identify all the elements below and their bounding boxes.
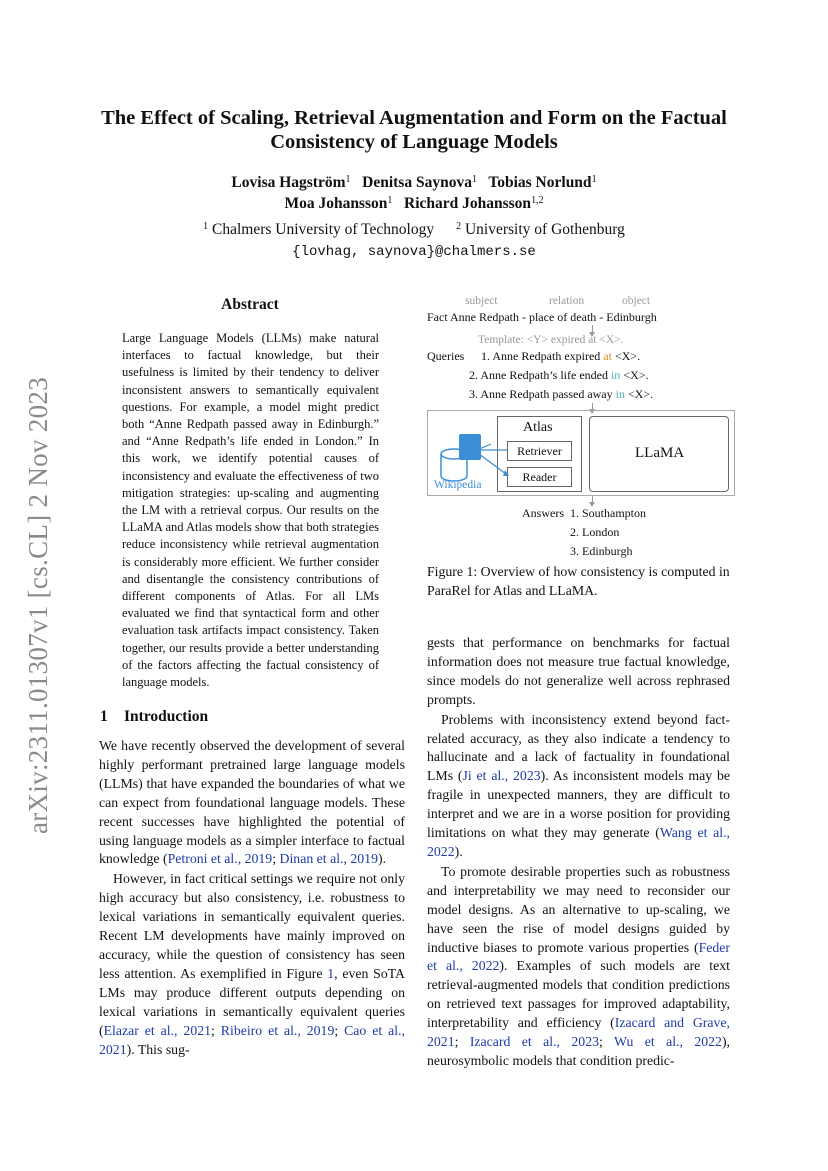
figure-ref-link[interactable]: 1 <box>327 965 335 981</box>
answer-3: 3. Edinburgh <box>570 544 633 558</box>
retriever-box <box>507 441 572 461</box>
query-2: 2. Anne Redpath’s life ended in <X>. <box>469 368 649 382</box>
affiliation: Chalmers University of Technology <box>212 221 435 238</box>
template-line: Template: <Y> expired at <X>. <box>478 334 624 346</box>
citation-link[interactable]: Izacard et al., 2023 <box>469 1034 599 1050</box>
citation-link[interactable]: Izacard and Grave, 2021 <box>427 1015 730 1050</box>
retriever-label: Retriever <box>517 443 562 458</box>
citation-link[interactable]: Dinan et al., 2019 <box>279 851 378 867</box>
citation-link[interactable]: Elazar et al., 2021 <box>103 1022 212 1038</box>
author: Lovisa Hagström <box>231 174 346 191</box>
author: Tobias Norlund <box>488 174 592 191</box>
citation-link[interactable]: Petroni et al., 2019 <box>167 851 273 867</box>
abstract-heading: Abstract <box>221 296 279 313</box>
affiliation: University of Gothenburg <box>464 221 625 238</box>
arrow-down-icon <box>592 496 593 503</box>
arxiv-identifier <box>19 368 59 843</box>
figure-1 <box>425 292 735 562</box>
paragraph: We have recently observed the development of several highly performant pretrained large language models (LLMs) that have expanded the boundaries of what we can expect from foundational language models. These recent successes have highlighted the potential of using language models as a simpler interface to factual knowledge (Petroni et al., 2019; Dinan et al., 2019). <box>99 738 405 867</box>
paragraph: Problems with inconsistency extend beyond fact-related accuracy, as they also indicate a tendency to hallucinate and a lack of factuality in foundational LMs (Ji et al., 2023). As inconsistent models may be fragile in unexpected manners, they are difficult to interpret and we are in a worse position for providing limitations on what they may generate (Wang et al., 2022). <box>427 711 730 859</box>
query-3: 3. Anne Redpath passed away in <X>. <box>469 387 654 401</box>
author: Richard Johansson <box>404 195 532 212</box>
citation-link[interactable]: Feder et al., 2022 <box>427 939 730 974</box>
wikipedia-label: Wikipedia <box>434 479 482 491</box>
citation-link[interactable]: Wu et al., 2022 <box>613 1034 722 1050</box>
object-label: object <box>622 295 651 307</box>
author: Moa Johansson <box>284 195 388 212</box>
subject-label: subject <box>465 295 498 307</box>
arrow-down-icon <box>592 325 593 333</box>
paragraph: gests that performance on benchmarks for factual information does not measure true factual knowledge, since models do not generalize well across rephrased prompts. <box>427 635 730 707</box>
arrow-down-icon <box>592 403 593 410</box>
author: Denitsa Saynova <box>362 174 472 191</box>
reader-label: Reader <box>522 469 557 484</box>
retrieval-arrows-icon <box>475 444 509 480</box>
paper-title: The Effect of Scaling, Retrieval Augmentation and Form on the Factual Consistency of Language Models <box>101 107 727 153</box>
arxiv-id-text: arXiv:2311.01307v1 [cs.CL] 2 Nov 2023 <box>23 376 54 835</box>
llama-label: LLaMA <box>635 445 685 461</box>
relation-label: relation <box>549 295 585 307</box>
reader-box <box>507 467 572 487</box>
queries-label: Queries <box>427 349 465 363</box>
right-column-body <box>427 634 730 1071</box>
affiliations: $^1$ Chalmers University of Technology $^2$ University of Gothenburg {lovhag, saynova}@chalmers.se <box>203 221 625 260</box>
answers-label: Answers <box>522 506 564 520</box>
citation-link[interactable]: Cao et al., 2021 <box>99 1022 405 1057</box>
fact-line: Fact Anne Redpath - place of death - Edinburgh <box>427 310 657 324</box>
citation-link[interactable]: Ribeiro et al., 2019 <box>220 1022 335 1038</box>
abstract-text: Large Language Models (LLMs) make natural interfaces to factual knowledge, but their usefulness is limited by their tendency to deliver inconsistent answers to semantically equivalent questions. For example, a model might predict both “Anne Redpath passed away in Edinburgh.” and “Anne Redpath’s life ended in London.” In this work, we identify potential causes of inconsistency and evaluate the effectiveness of two mitigation strategies: up-scaling and augmenting the LM with a retrieval corpus. Our results on the LLaMA and Atlas models show that both strategies reduce inconsistency while retrieval augmentation is considerably more efficient. We further consider and disentangle the consistency contributions of different components of Atlas. For all LMs evaluated we find that syntactical form and other evaluation task artifacts impact consistency. Taken together, our results provide a better understanding of the factors affecting the factual consistency of language models. <box>122 331 379 690</box>
paragraph: However, in fact critical settings we require not only high accuracy but also consistency, i.e. robustness to lexical variations in semantically equivalent queries. Recent LM developments have mainly improved on accuracy, while the question of consistency has seen less attention. As exemplified in Figure 1, even SoTA LMs may produce different outputs depending on lexical variations in semantically equivalent queries (Elazar et al., 2021; Ribeiro et al., 2019; Cao et al., 2021). This sug- <box>99 871 405 1057</box>
atlas-label: Atlas <box>523 420 553 435</box>
answer-2: 2. London <box>570 525 620 539</box>
citation-link[interactable]: Wang et al., 2022 <box>427 825 730 859</box>
email-address[interactable]: {lovhag, saynova}@chalmers.se <box>292 244 536 260</box>
paragraph: To promote desirable properties such as robustness and interpretability we may need to reconsider our model designs. As an alternative to up-scaling, we have seen the rise of model designs guided by inductive biases to promote various properties (Feder et al., 2022). Examples of such models are text retrieval-augmented models that condition predictions on retrieved text passages for improved adaptability, interpretability and efficiency (Izacard and Grave, 2021; Izacard et al., 2023; Wu et al., 2022), neurosymbolic models that condition predic- <box>427 863 730 1068</box>
citation-link[interactable]: Ji et al., 2023 <box>462 768 541 784</box>
section-heading: 1 Introduction <box>100 708 209 725</box>
author-list: Lovisa Hagström$^1$ Denitsa Saynova$^1$ Tobias Norlund$^1$ Moa Johansson$^1$ Richard Johansson$^{1,2}$ <box>231 174 597 212</box>
left-column-body <box>99 737 405 1059</box>
figure-caption: Figure 1: Overview of how consistency is computed in ParaRel for Atlas and LLaMA. <box>427 564 730 598</box>
query-1: 1. Anne Redpath expired at <X>. <box>481 349 641 363</box>
answer-1: 1. Southampton <box>570 506 647 520</box>
